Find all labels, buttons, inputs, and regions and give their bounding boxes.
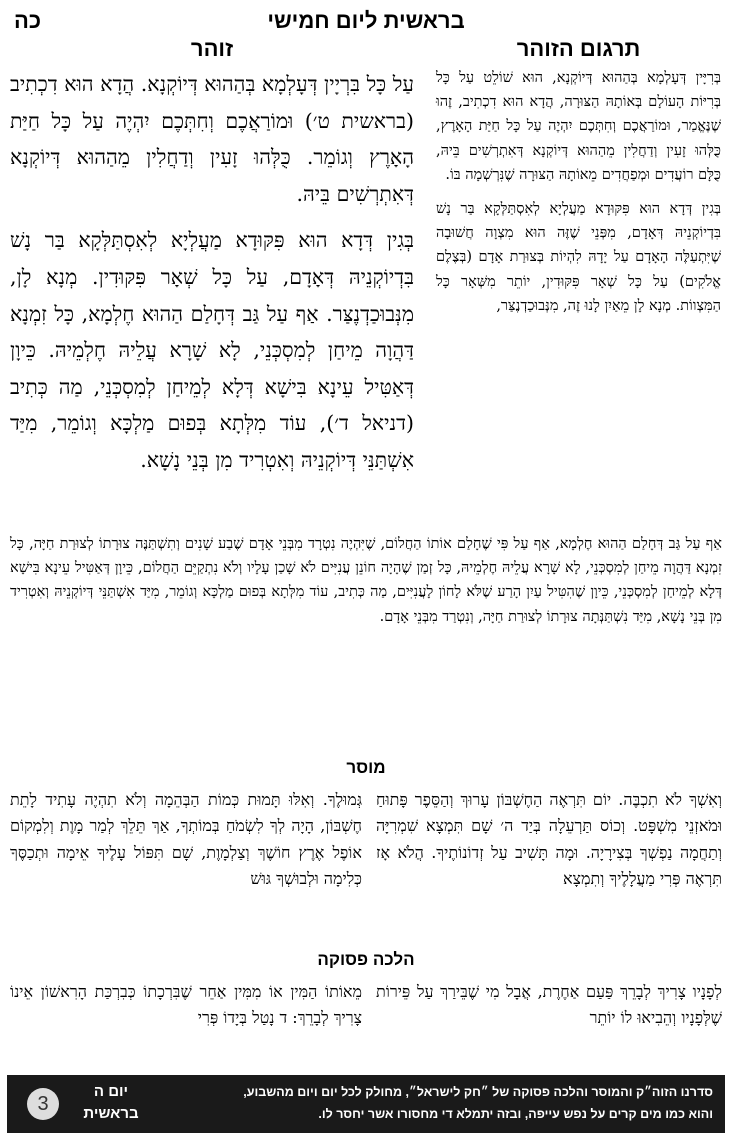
targum-column [436,66,721,328]
header-page-number: כה [14,8,42,33]
header-title: בראשית ליום חמישי [267,8,465,33]
zohar-heading: זוהר [190,36,234,61]
musar-heading: מוסר [346,758,386,777]
halacha-heading: הלכה פסוקה [317,950,415,969]
targum-continuation: אַף עַל גַּב דְּחָלַם הַהוּא חֶלְמָא, אַף עַל פִּי שֶׁחָלַם אוֹתוֹ הַחֲלוֹם, שֶׁיִּהְיֶה נִטְרָד מִבְּנֵי אָדָם שֶׁבַע שָׁנִים וְתִשְׁתַּנֶּה צוּרָתוֹ לְצוּרַת חַיָּה, כָּל זִמְנָא דַּהֲוָה מֵיחַן לְמִסְכְּנֵי, לָא שָׁרָא עֲלֵיהּ חֶלְמֵיהּ, כָּל זְמַן שֶׁהָיָה חוֹנֵן עֲנִיִּים לֹא שָׁכַן עָלָיו וְלֹא נִתְקַיֵּם הַחֲלוֹם, כֵּיוָן דְּאַטִּיל עֵינָא בִּישָׁא דְּלָא לְמֵיחַן לְמִסְכְּנֵי, כֵּיוָן שֶׁהִטִּיל עַיִן הָרַע שֶׁלֹּא לָחוֹן לָעֲנִיִּים, מַה כְּתִיב, עוֹד מִלְּתָא בְּפוּם מַלְכָּא וְגוֹמֵר, מִיַּד אִשְׁתַּנֵּי דְּיוֹקְנֵיהּ וְאִטְרִיד מִן בְּנֵי נָשָׁא, מִיַּד נִשְׁתַּנְּתָה צוּרָתוֹ לְצוּרַת חַיָּה, וְנִטְרַד מִבְּנֵי אָדָם. [10,536,722,625]
targum-paragraph-1: בְּרִיָּין דְּעָלְמָא בְּהַהוּא דְּיוֹקְנָא, הוּא שׁוֹלֵט עַל כָּל בְּרִיּוֹת הָעוֹלָם בְּאוֹתָהּ הַצּוּרָה, הֲדָא הוּא דִכְתִיב, זֶהוּ שֶׁנֶּאֱמַר, וּמוֹרַאֲכֶם וְחִתְּכֶם יִהְיֶה עַל כָּל חַיַּת הָאָרֶץ, כֻּלְּהוּ זָעִין וְדַחֲלִין מֵהַהוּא דְּיוֹקְנָא דְּאִתְרְשִׁים בֵּיהּ, כֻּלָּם רוֹעֲדִים וּמְפַחֲדִים מֵאוֹתָהּ הַצּוּרָה שֶׁנִּרְשְׁמָה בּוֹ. [436,70,721,183]
footer-day-line-1: יום ה [93,1083,129,1100]
targum-paragraph-2: בְּגִין דְּדָא הוּא פִּקּוּדָא מַעֲלְיָא לְאִסְתַּלְּקָא בַּר נָשׁ בִּדְיוֹקְנֵיהּ דְּאָדָם, מִפְּנֵי שֶׁזֶּה הוּא מִצְוָה חֲשׁוּבָה שֶׁיִּתְעַלֶּה הָאָדָם עַל יָדָהּ לִהְיוֹת בְּצוּרַת אָדָם (בְּצֶלֶם אֱלֹקִים) עַל כָּל שְׁאָר פִּקּוּדִין, יוֹתֵר מִשְּׁאָר כָּל הַמִּצְווֹת. מְנָא לָן מֵאַיִן לָנוּ זֶה, מִנְּבוּכַדְנֶצַּר, [436,201,721,314]
zohar-paragraph-1: עַל כָּל בִּרְיָין דְּעָלְמָא בְּהַהוּא דְּיוֹקְנָא. הֲדָא הוּא דִכְתִיב (בראשית ט׳) וּמוֹרַאֲכֶם וְחִתְּכֶם יִהְיֶה עַל כָּל חַיַּת הָאָרֶץ וְגוֹמֵר. כֻּלְּהוּ זָעִין וְדַחֲלִין מֵהַהוּא דְּיוֹקְנָא דְּאִתְרְשִׁים בֵּיהּ. [10,72,414,206]
halacha-left-column: מֵאוֹתוֹ הַמִּין אוֹ מִמִּין אַחֵר שֶׁבִּרְכָתוֹ כְּבִרְכַּת הָרִאשׁוֹן אֵינוֹ צָרִיךְ לְבָרֵךְ: ד נָטַל בְּיָדוֹ פְּרִי [10,982,362,1027]
zohar-paragraph-2: בְּגִין דְּדָא הוּא פִּקּוּדָא מַעֲלְיָא לְאִסְתַּלְּקָא בַּר נָשׁ בִּדְיוֹקְנֵיהּ דְּאָדָם, עַל כָּל שְׁאָר פִּקּוּדִין. מְנָא לָן, מִנְּבוּכַדְנֶצַּר. אַף עַל גַּב דְּחָלַם הַהוּא חֶלְמָא, כָּל זִמְנָא דַּהֲוָה מֵיחַן לְמִסְכְּנֵי, לָא שָׁרָא עֲלֵיהּ חֶלְמֵיהּ. כֵּיוָן דְּאַטִּיל עֵינָא בִּישָׁא דְּלָא לְמֵיחַן לְמִסְכְּנֵי, מַה כְּתִיב (דניאל ד׳), עוֹד מִלְּתָא בְּפוּם מַלְכָּא וְגוֹמֵר, מִיַּד אִשְׁתַּנֵּי דְּיוֹקְנֵיהּ וְאִטְרִיד מִן בְּנֵי נָשָׁא. [10,228,414,472]
footer-day-line-2: בראשית [83,1105,139,1122]
footer-day-label [73,1081,149,1125]
halacha-right-column: לְפָנָיו צָרִיךְ לְבָרֵךְ פַּעַם אַחֶרֶת, אֲבָל מִי שֶׁבֵּירַךְ עַל פֵּירוֹת שֶׁלְּפָנָיו וְהֵבִיאוּ לוֹ יוֹתֵר [376,982,722,1027]
footer-page-badge: 3 [27,1088,59,1120]
footer-text-line-2: והוא כמו מים קרים על נפש עייפה, ובזה יתמלא די מחסורו אשר יחסר לו. [318,1107,713,1121]
musar-right-column: וְאִשְׁךָ לֹא תִכְבֶּה. יוֹם תִּרְאֶה הַחֶשְׁבּוֹן עָרוּךְ וְהַסֵּפֶר פָּתוּחַ וּמֹאזְנֵי מִשְׁפָּט. וְכוֹס תַּרְעֵלָה בְּיַד ה׳ שָׁם תִּמְצָא שִׁמְרִיָּה וְתַחֲמָה נַפְשְׁךָ בְּצִירָיָה. וּמָה תָּשִׁיב עַל זְדוֹנוֹתֶיךָ. הֲלֹא אָז תִּרְאֶה פְּרִי מַעֲלָלֶיךָ וְתִמְצָא [376,790,722,888]
page-header [0,8,732,36]
zohar-column [10,66,414,489]
footer-text-line-1: סדרנו הזוה״ק והמוסר והלכה פסוקה של ״חק לישראל״, מחולק לכל יום ויום מהשבוע, [243,1085,713,1099]
musar-left-column: גְּמוּלֶךָ. וְאִלּוּ תָּמוּת כְּמוֹת הַבְּהֵמָה וְלֹא תִהְיֶה עָתִיד לָתֵת חֶשְׁבּוֹן, הָיָה לְךָ לִשְׂמֹחַ בְּמוֹתְךָ, אַךְ תֵּלֵךְ לְמַר מָוֶת וְלִמְקוֹם אוֹפֶל אֶרֶץ חוֹשֶׁךְ וְצַלְמָוֶת, שָׁם תִּפּוֹל עָלֶיךָ אֵימָה וּתְכַסֶּךָ כְּלִימָה וּלְבוּשְׁךָ גּוּשׁ [10,790,362,888]
targum-heading: תרגום הזוהר [516,36,641,61]
footer-text [193,1081,713,1125]
footer-banner [7,1075,725,1133]
